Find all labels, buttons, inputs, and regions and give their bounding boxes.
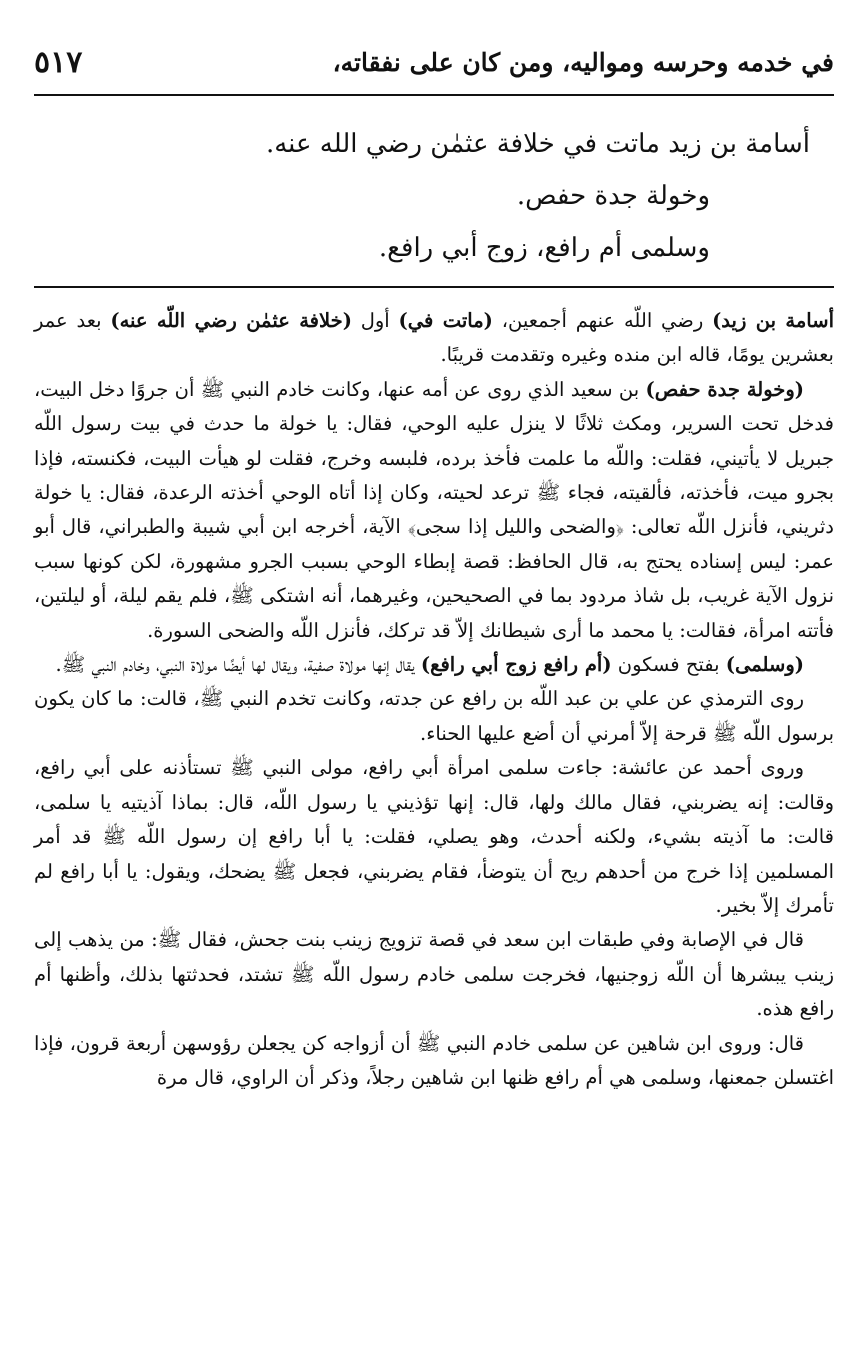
commentary-paragraph: قال: وروى ابن شاهين عن سلمى خادم النبي ﷺ أن أزواجه كن يجعلن رؤوسهن أربعة قرون، فإذا اغتسلن جمعنها، وسلمى هي أم رافع ظنها ابن شاهين رجلاً، وذكر أن الراوي، قال مرة <box>34 1031 834 1089</box>
commentary-paragraph: وروى أحمد عن عائشة: جاءت سلمى امرأة أبي رافع، مولى النبي ﷺ تستأذنه على أبي رافع، وقالت: إنه يضربني، فقال مالك ولها، قال: إنها تؤذيني يا رسول اللّه، قال: بماذا آذيتيه يا سلمى، قالت: ما آذيته بشيء، ولكنه أحدث، وهو يصلي، فقلت: يا أبا رافع إن رسول اللّه ﷺ قد أمر المسلمين إذا خرج من أحدهم ريح أن يتوضأ، فقام يضربني، فجعل ﷺ يضحك، ويقول: يا أبا رافع لم تأمرك إلاّ بخير. <box>34 756 834 917</box>
main-text-line: أسامة بن زيد ماتت في خلافة عثمٰن رضي الله عنه. <box>265 129 810 159</box>
commentary-text: بن سعيد الذي روى عن أمه عنها، وكانت خادم النبي ﷺ أن جروًا دخل البيت، فدخل تحت السرير، ومكث ثلاثًا لا ينزل عليه الوحي، فقال: يا خولة ما حدث في بيت رسول اللّه جبريل لا يأتيني، فقلت: واللّه ما علمت فأخذ برده، فلبسه وخرج، فقلت لو هيأت البيت، فكنسته، فإذا بجرو ميت، فأخذته، فألقيته، فجاء ﷺ ترعد لحيته، وكان إذا أتاه الوحي أخذته الرعدة، فقال: يا خولة دثريني، فأنزل اللّه تعالى: ﴿والضحى والليل إذا سجى﴾ الآية، أخرجه ابن أبي شيبة والطبراني، قال أبو عمر: ليس إسناده يحتج به، قال الحافظ: قصة إبطاء الوحي بسبب الجرو مشهورة، لكن كونها سبب نزول الآية غريب، بل شاذ مردود بما في الصحيحين، وغيرهما، أنه اشتكى ﷺ، فلم يقم ليلة، أو ليلتين، فأتته امرأة، فقالت: يا محمد ما أرى شيطانك إلاّ قد تركك، فأنزل اللّه والضحى السورة. <box>34 377 834 642</box>
page-number: ٥١٧ <box>34 44 83 80</box>
running-title: في خدمه وحرسه ومواليه، ومن كان على نفقاته، <box>332 47 834 77</box>
commentary-text: رضي اللّه عنهم أجمعين، <box>492 309 713 332</box>
page-header <box>34 34 834 90</box>
commentary-text: بفتح فسكون <box>611 653 726 677</box>
commentary-paragraph: روى الترمذي عن علي بن عبد اللّه بن رافع عن جدته، وكانت تخدم النبي ﷺ، قالت: ما كان يكون برسول اللّه ﷺ قرحة إلاّ أمرني أن أضع عليها الحناء. <box>34 687 834 745</box>
quoted-phrase: (وخولة جدة حفص) <box>645 377 804 401</box>
commentary-text: بعد عمر بعشرين يومًا، قاله ابن منده وغيره وتقدمت قريبًا. <box>34 309 834 367</box>
quoted-phrase: (ماتت في) <box>398 309 493 332</box>
commentary-paragraph <box>34 304 834 373</box>
quoted-phrase: أسامة بن زيد) <box>712 309 835 332</box>
commentary-paragraph <box>34 373 834 648</box>
commentary-text: يقال إنها مولاة صفية، ويقال لها أيضًا مولاة النبي، وخادم النبي ﷺ. <box>55 653 421 677</box>
commentary-divider <box>34 286 834 288</box>
commentary-paragraph <box>34 648 834 682</box>
commentary-text: أول <box>351 309 399 332</box>
quoted-phrase: (أم رافع زوج أبي رافع) <box>420 653 612 677</box>
main-text-line: وسلمى أم رافع، زوج أبي رافع. <box>378 233 710 263</box>
commentary-paragraph: قال في الإصابة وفي طبقات ابن سعد في قصة تزويج زينب بنت جحش، فقال ﷺ: من يذهب إلى زينب يبشرها أن اللّه زوجنيها، فخرجت سلمى خادم رسول اللّه ﷺ تشتد، فحدثتها بذلك، وأظنها أم رافع هذه. <box>34 928 834 1021</box>
quoted-phrase: (خلافة عثمٰن رضي اللّه عنه) <box>110 309 352 332</box>
commentary <box>34 304 834 1095</box>
main-text-line: وخولة جدة حفص. <box>516 181 710 211</box>
header-divider <box>34 94 834 96</box>
quoted-phrase: (وسلمى) <box>725 653 804 677</box>
main-text <box>34 118 810 274</box>
